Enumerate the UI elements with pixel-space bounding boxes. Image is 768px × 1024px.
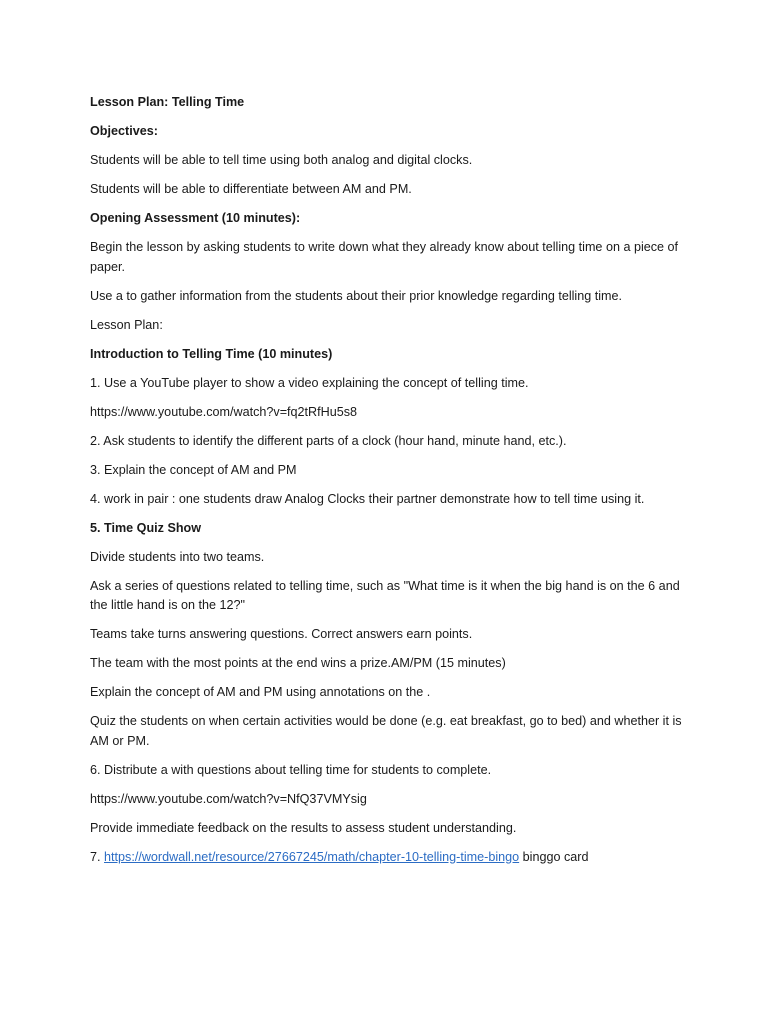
step-7-line [90, 848, 686, 868]
step-item: 6. Distribute a with questions about telling time for students to complete. [90, 762, 492, 777]
step-7-prefix: 7. [90, 849, 105, 864]
quiz-show-heading: 5. Time Quiz Show [90, 520, 202, 535]
step-item: 2. Ask students to identify the different parts of a clock (hour hand, minute hand, etc.). [90, 433, 567, 448]
lesson-title: Lesson Plan: Telling Time [90, 95, 245, 109]
introduction-heading: Introduction to Telling Time (10 minutes) [90, 346, 333, 361]
feedback-text: Provide immediate feedback on the results to assess student understanding. [90, 820, 517, 835]
quiz-item: Teams take turns answering questions. Correct answers earn points. [90, 627, 473, 641]
lesson-plan-label: Lesson Plan: [90, 317, 163, 332]
video-url-text: https://www.youtube.com/watch?v=fq2tRfHu5s8 [90, 404, 358, 419]
step-item: 1. Use a YouTube player to show a video explaining the concept of telling time. [90, 375, 529, 390]
document-body [90, 93, 686, 877]
quiz-item: Ask a series of questions related to telling time, such as "What time is it when the big hand is on the 6 and the little hand is on the 12?" [90, 578, 680, 612]
wordwall-bingo-link[interactable]: https://wordwall.net/resource/27667245/math/chapter-10-telling-time-bingo [104, 849, 520, 864]
objectives-heading: Objectives: [90, 124, 158, 138]
quiz-item: Divide students into two teams. [90, 549, 265, 564]
ampm-item: Explain the concept of AM and PM using annotations on the . [90, 685, 431, 699]
objective-item: Students will be able to tell time using both analog and digital clocks. [90, 153, 473, 167]
opening-assessment-text: Begin the lesson by asking students to write down what they already know about telling time on a piece of paper. [90, 240, 679, 274]
step-7-suffix: binggo card [519, 849, 589, 864]
opening-assessment-text: Use a to gather information from the students about their prior knowledge regarding telling time. [90, 288, 623, 303]
quiz-item: The team with the most points at the end wins a prize.AM/PM (15 minutes) [90, 656, 506, 670]
video-url-text: https://www.youtube.com/watch?v=NfQ37VMYsig [90, 791, 367, 806]
step-item: 4. work in pair : one students draw Analog Clocks their partner demonstrate how to tell time using it. [90, 491, 645, 506]
opening-assessment-heading: Opening Assessment (10 minutes): [90, 211, 301, 225]
step-item: 3. Explain the concept of AM and PM [90, 462, 297, 477]
ampm-item: Quiz the students on when certain activities would be done (e.g. eat breakfast, go to bed) and whether it is AM or PM. [90, 714, 682, 748]
objective-item: Students will be able to differentiate between AM and PM. [90, 182, 412, 196]
